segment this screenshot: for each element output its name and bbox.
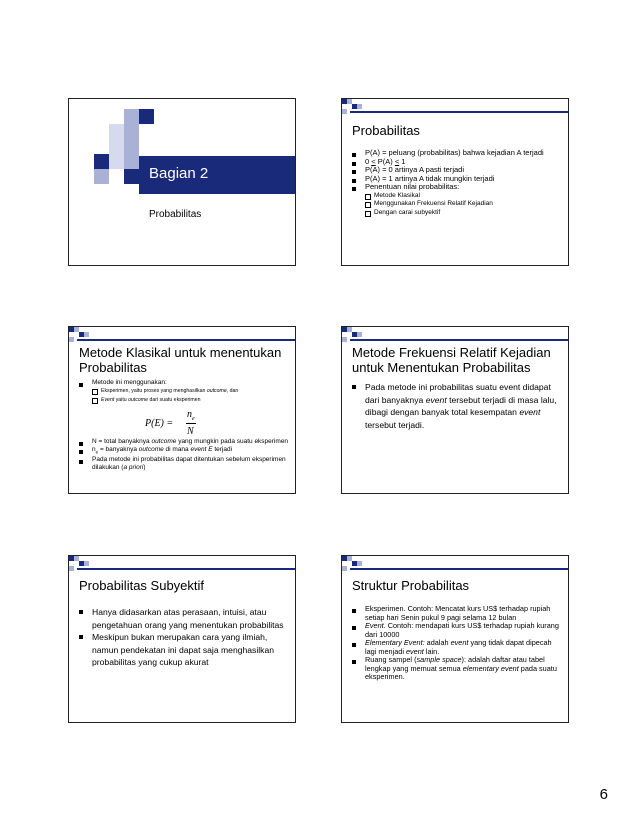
list-item: Ruang sampel (sample space): adalah daftar atau tabel lengkap yang memuat semua elementary event pada suatu eksperimen. <box>352 656 562 682</box>
slide-1 <box>68 98 296 266</box>
list-item: P(A) = peluang (probabilitas) bahwa kejadian A terjadi <box>352 149 562 158</box>
slide-title: Struktur Probabilitas <box>352 578 470 593</box>
bullet-list <box>79 606 289 669</box>
slide-title: Probabilitas <box>352 123 420 138</box>
slide-6 <box>341 555 569 723</box>
bullet-list <box>352 149 562 217</box>
slide-title: Metode Klasikal untuk menentukan Probabilitas <box>79 345 282 375</box>
slide-2 <box>341 98 569 266</box>
bullet-list <box>352 605 562 682</box>
list-item: Event. Contoh: mendapati kurs US$ terhadap rupiah kurang dari 10000 <box>352 622 562 639</box>
sub-list-item: Eksperimen, yaitu proses yang menghasilkan outcome, dan <box>92 387 289 396</box>
list-item: Pada metode ini probabilitas dapat ditentukan sebelum eksperimen dilakukan (a priori) <box>79 456 289 472</box>
list-item: $n_e$ = banyaknya outcome di mana event E terjadi <box>79 446 289 456</box>
slide-5 <box>68 555 296 723</box>
slide-subtitle: Probabilitas <box>149 209 202 220</box>
list-item: Elementary Event: adalah event yang tidak dapat dipecah lagi menjadi event lain. <box>352 639 562 656</box>
sub-list-item: Metode Klasikal <box>365 192 562 201</box>
slide-4 <box>341 326 569 494</box>
list-item: P(A) = 0 artinya A pasti terjadi <box>352 166 562 175</box>
slide-title: Metode Frekuensi Relatif Kejadian untuk Menentukan Probabilitas <box>352 345 551 375</box>
list-item: Eksperimen. Contoh: Mencatat kurs US$ terhadap rupiah setiap hari Senin pukul 9 pagi selama 12 bulan <box>352 605 562 622</box>
list-item: Meskipun bukan merupakan cara yang ilmiah, namun pendekatan ini dapat saja menghasilkan probabilitas yang cukup akurat <box>79 631 289 669</box>
bullet-list <box>352 381 562 431</box>
list-item: Penentuan nilai probabilitas: Metode Klasikal Menggunakan Frekuensi Relatif Kejadian Dengan carai subyektif <box>352 183 562 217</box>
slide-title: Probabilitas Subyektif <box>79 578 205 593</box>
list-item: P(A) = 1 artinya A tidak mungkin terjadi <box>352 175 562 184</box>
bullet-list <box>79 379 289 405</box>
list-item: Metode ini menggunakan: Eksperimen, yaitu proses yang menghasilkan outcome, dan Event yaitu outcome dari suatu eksperimen <box>79 379 289 405</box>
sub-list-item: Menggunakan Frekuensi Relatif Kejadian <box>365 200 562 209</box>
sub-list-item: Dengan carai subyektif <box>365 209 562 218</box>
bullet-list <box>79 438 289 472</box>
list-item: Hanya didasarkan atas perasaan, intuisi, atau pengetahuan orang yang menentukan probabilitas <box>79 606 289 631</box>
slide-title: Bagian 2 <box>149 165 209 182</box>
list-item: 0 < P(A) < 1 <box>352 158 562 167</box>
list-item: Pada metode ini probabilitas suatu event didapat dari banyaknya event tersebut terjadi di masa lalu, dibagi dengan banyak total kesempatan event tersebut terjadi. <box>352 381 562 431</box>
slide-3: Metode Klasikal untuk menentukan Probabilitas Metode ini menggunakan: Eksperimen, yaitu proses yang menghasilkan outcome, dan Event yaitu outcome dari suatu eksperimen P(E) = $n_e$ N N = total banyaknya outcome yang mungkin pada suatu eksperimen $n_e$ = banyaknya outcome di mana event E terjadi Pada metode ini probabilitas dapat ditentukan sebelum eksperimen dilakukan (a priori) <box>68 326 296 494</box>
sub-list-item: Event yaitu outcome dari suatu eksperimen <box>92 396 289 405</box>
list-item: N = total banyaknya outcome yang mungkin pada suatu eksperimen <box>79 438 289 446</box>
page-number: 6 <box>599 786 608 803</box>
